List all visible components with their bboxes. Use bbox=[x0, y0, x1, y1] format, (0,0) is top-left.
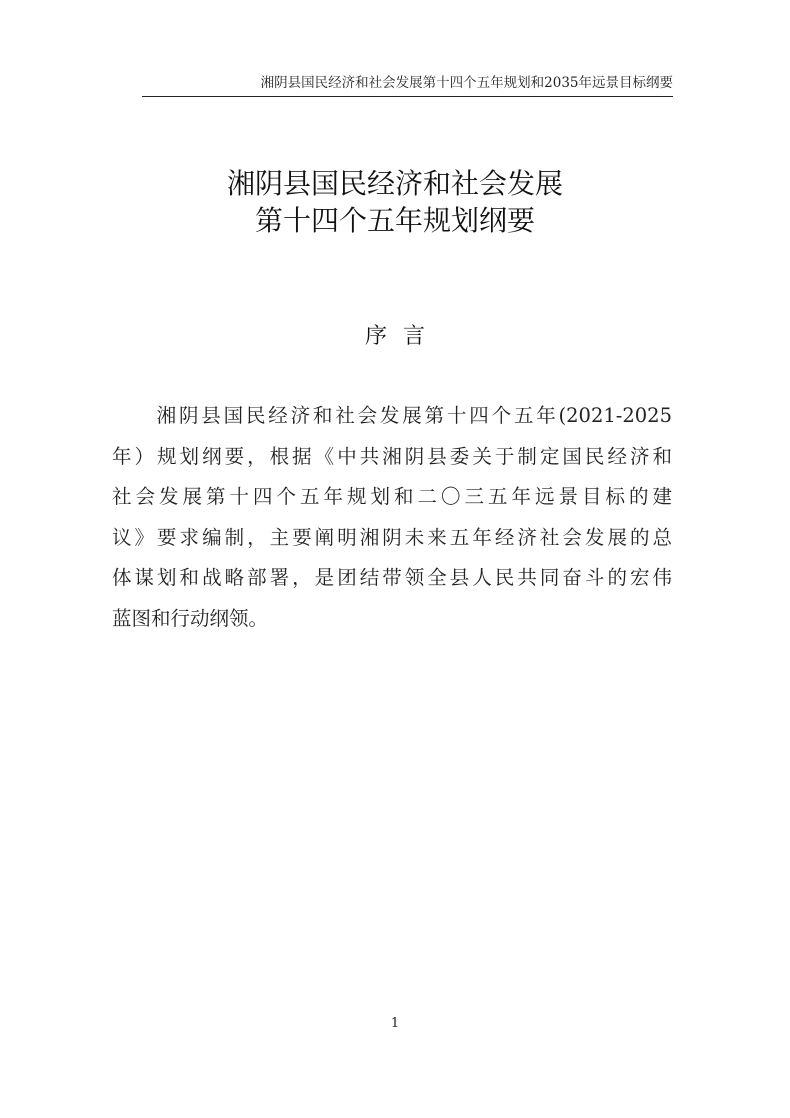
paragraph-line: 湘阴县国民经济和社会发展第十四个五年(2021-2025 bbox=[112, 404, 672, 427]
preface-paragraph bbox=[112, 396, 672, 639]
title-line-2: 第十四个五年规划纲要 bbox=[254, 204, 535, 237]
paragraph-line: 议》要求编制，主要阐明湘阴未来五年经济社会发展的总 bbox=[112, 525, 672, 549]
title-line-1: 湘阴县国民经济和社会发展 bbox=[226, 167, 563, 200]
paragraph-line: 体谋划和战略部署，是团结带领全县人民共同奋斗的宏伟 bbox=[112, 566, 672, 589]
document-title bbox=[0, 165, 790, 239]
section-heading: 序言 bbox=[364, 324, 441, 349]
paragraph-line: 蓝图和行动纲领。 bbox=[112, 606, 269, 630]
paragraph-line: 社会发展第十四个五年规划和二〇三五年远景目标的建 bbox=[112, 485, 672, 508]
running-header bbox=[142, 74, 673, 97]
page-number: 1 bbox=[390, 1016, 400, 1031]
running-header-text: 湘阴县国民经济和社会发展第十四个五年规划和2035年远景目标纲要 bbox=[260, 75, 673, 91]
paragraph-line: 年）规划纲要，根据《中共湘阴县委关于制定国民经济和 bbox=[112, 444, 672, 468]
